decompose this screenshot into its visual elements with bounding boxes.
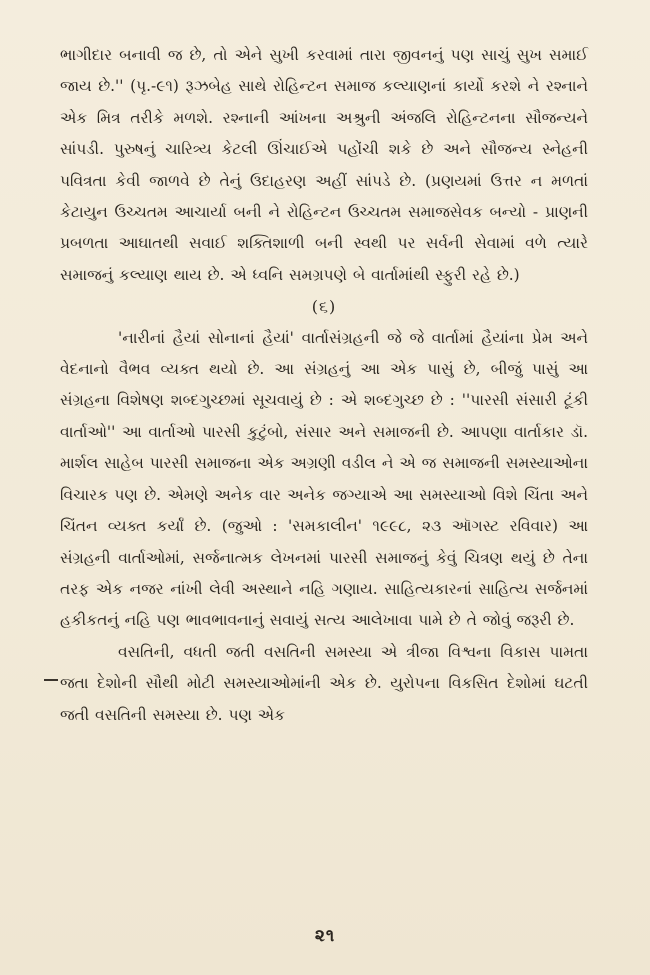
margin-pencil-mark [44,679,58,681]
paragraph-continuation: ભાગીદાર બનાવી જ છે, તો એને સુખી કરવામાં તારા જીવનનું પણ સાચું સુખ સમાઈ જાય છે.'' (પૃ.-૯૧) રૂઝબેહ સાથે રોહિન્ટન સમાજ કલ્યાણનાં કાર્યો કરશે ને રશ્નાને એક મિત્ર તરીકે મળશે. રશ્નાની આંખના અશ્રુની અંજલિ રોહિન્ટનના સૌજન્યને સાંપડી. પુરુષનું ચારિત્ર્ય કેટલી ઊંચાઈએ પહોંચી શકે છે અને સૌજન્ય સ્નેહની પવિત્રતા કેવી જાળવે છે તેનું ઉદાહરણ અહીં સાંપડે છે. (પ્રણયમાં ઉત્તર ન મળતાં કેટાયુન ઉચ્ચતમ આચાર્યા બની ને રોહિન્ટન ઉચ્ચતમ સમાજસેવક બન્યો - પ્રાણની પ્રબળતા આઘાતથી સવાઈ શક્તિશાળી બની સ્વથી પર સર્વની સેવામાં વળે ત્યારે સમાજનું કલ્યાણ થાય છે. એ ધ્વનિ સમગ્રપણે બે વાર્તામાંથી સ્ફુરી રહે છે.) [60,46,588,284]
page-number: ૨૧ [314,926,336,946]
section-number: (૬) [311,297,337,317]
paragraph-population: વસતિની, વધતી જતી વસતિની સમસ્યા એ ત્રીજા વિશ્વના વિકાસ પામતા જતા દેશોની સૌથી મોટી સમસ્યાઓમાંની એક છે. યુરોપના વિકસિત દેશોમાં ઘટતી જતી વસતિની સમસ્યા છે. પણ એક [60,642,588,724]
paragraph-story-collection: 'નારીનાં હૈયાં સોનાનાં હૈયાં' વાર્તાસંગ્રહની જે જે વાર્તામાં હૈયાંના પ્રેમ અને વેદનાનો વૈભવ વ્યક્ત થયો છે. આ સંગ્રહનું આ એક પાસું છે, બીજું પાસું આ સંગ્રહના વિશેષણ શબ્દગુચ્છમાં સૂચવાયું છે : એ શબ્દગુચ્છ છે : ''પારસી સંસારી ટૂંકી વાર્તાઓ'' આ વાર્તાઓ પારસી કુટુંબો, સંસાર અને સમાજની છે. આપણા વાર્તાકાર ડૉ. માર્શલ સાહેબ પારસી સમાજના એક અગ્રણી વડીલ ને એ જ સમાજની સમસ્યાઓના વિચારક પણ છે. એમણે અનેક વાર અનેક જગ્યાએ આ સમસ્યાઓ વિશે ચિંતા અને ચિંતન વ્યક્ત કર્યાં છે. (જુઓ : 'સમકાલીન' ૧૯૯૮, ૨૩ ઑગસ્ટ રવિવાર) આ સંગ્રહની વાર્તાઓમાં, સર્જનાત્મક લેખનમાં પારસી સમાજનું કેવું ચિત્રણ થયું છે તેના તરફ એક નજર નાંખી લેવી અસ્થાને નહિ ગણાય. સાહિત્યકારનાં સાહિત્ય સર્જનમાં હકીકતનું નહિ પણ ભાવભાવનાનું સવાયું સત્ય આલેખાવા પામે છે તે જોવું જરૂરી છે. [60,328,588,630]
